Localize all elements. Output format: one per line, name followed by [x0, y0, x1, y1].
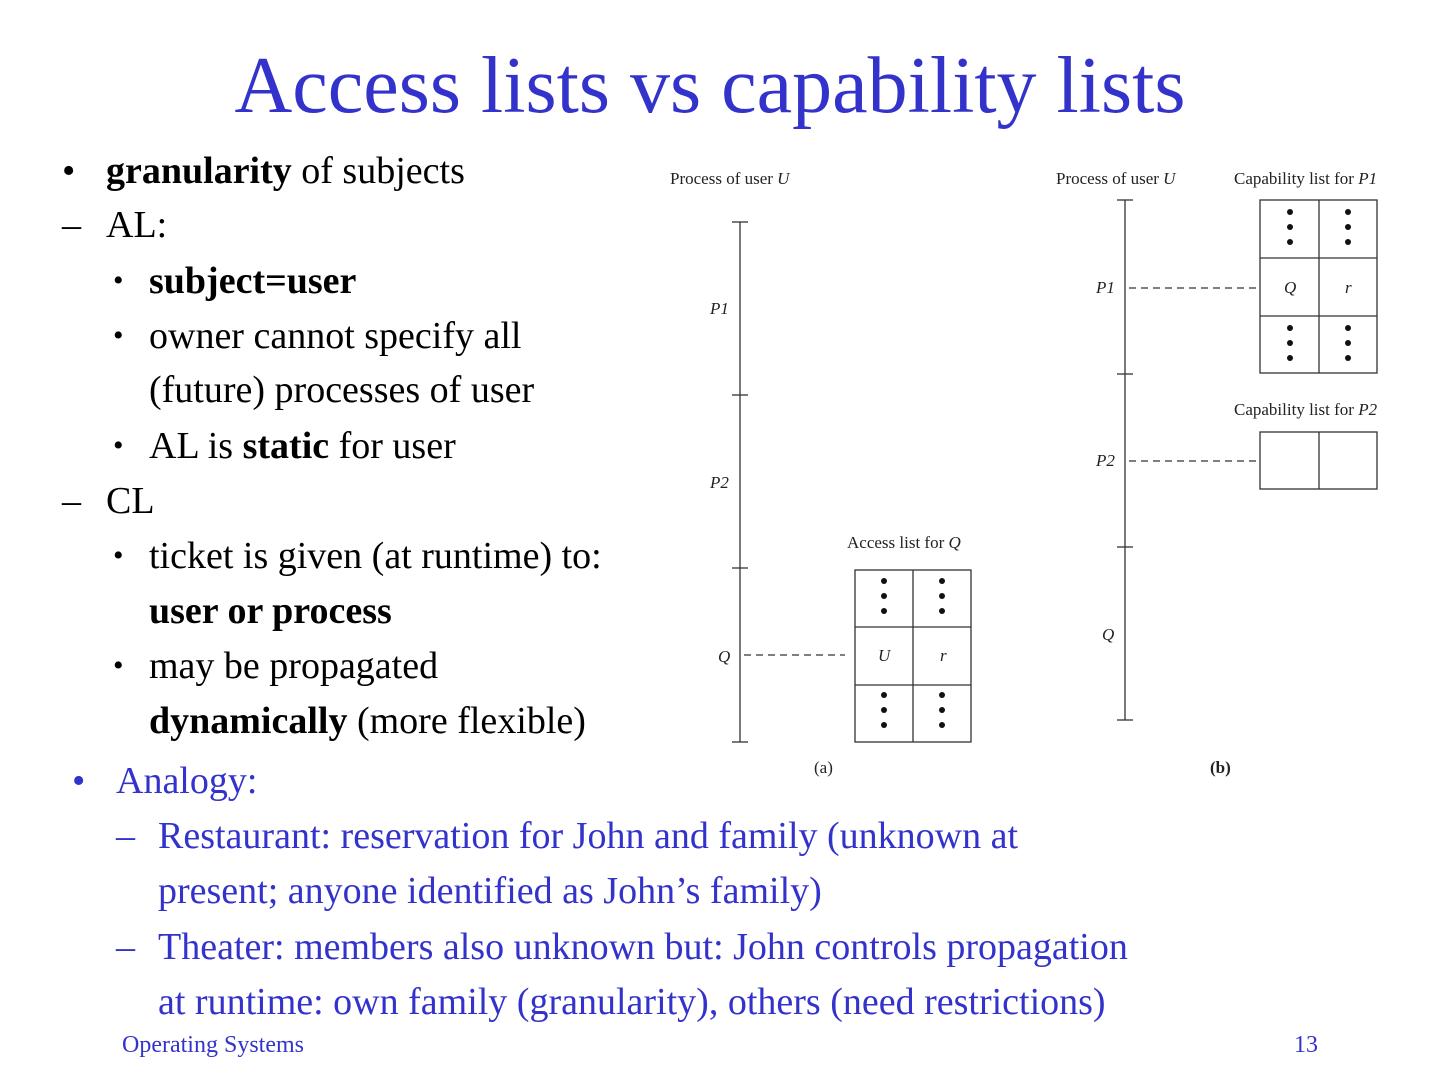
figure-a-list-title: Access list for Q: [847, 533, 961, 552]
bullet-icon: •: [62, 150, 76, 192]
bullet-icon: •: [113, 429, 124, 462]
al-static-bold: static: [242, 425, 330, 467]
bullet-icon: •: [72, 760, 86, 802]
footer-course-name: Operating Systems: [122, 1032, 304, 1058]
bullet-icon: •: [113, 539, 124, 572]
dash-icon: –: [116, 926, 135, 968]
figure-b-q-label: Q: [1102, 625, 1115, 644]
analogy-theater-line1: Theater: members also unknown but: John controls propagation: [158, 926, 1128, 968]
granularity-rest: of subjects: [291, 150, 465, 192]
figure-a-p2-label: P2: [710, 473, 729, 492]
list-item-cl: CL: [106, 480, 155, 522]
al-static-pre: AL is: [149, 425, 243, 467]
figure-b-row-right: r: [1345, 278, 1352, 297]
list-item-al: AL:: [106, 204, 168, 246]
cl-ticket-bold: user or process: [149, 590, 392, 632]
al-static-post: for user: [329, 425, 456, 467]
analogy-heading: Analogy:: [116, 760, 258, 802]
figure-a-row-right: r: [940, 646, 947, 665]
cl-prop-rest: (more flexible): [347, 700, 586, 742]
figure-b-cap2-title: Capability list for P2: [1234, 400, 1378, 419]
figure-b-p1-label: P1: [1096, 278, 1115, 297]
list-item-al-subject: [149, 258, 356, 304]
figure-b-process-label: Process of user U: [1056, 169, 1176, 188]
slide-title: Access lists vs capability lists: [234, 42, 1186, 130]
figure-a-q-label: Q: [718, 647, 731, 666]
figure-a-p1-label: P1: [710, 299, 729, 318]
list-item-cl-ticket-line1: ticket is given (at runtime) to:: [149, 535, 602, 577]
analogy-restaurant-line1: Restaurant: reservation for John and family (unknown at: [158, 815, 1019, 857]
bullet-icon: •: [113, 319, 124, 352]
analogy-theater-line2: at runtime: own family (granularity), others (need restrictions): [158, 981, 1106, 1023]
list-item-cl-prop-line1: may be propagated: [149, 645, 439, 687]
figure-a-process-label: Process of user U: [670, 169, 790, 188]
list-item-al-owner-line2: (future) processes of user: [149, 369, 535, 411]
ellipsis-dots: [881, 209, 1351, 728]
dash-icon: –: [62, 204, 81, 246]
list-item-cl-ticket-line2: [149, 588, 392, 634]
acl-vs-capability-figure: [640, 160, 1420, 790]
figure-b-row-object: Q: [1284, 278, 1297, 297]
figure-b-cap1-title: Capability list for P1: [1234, 169, 1378, 188]
figure-a-row-subject: U: [878, 646, 891, 665]
footer-page-number: 13: [1294, 1032, 1318, 1058]
figure-b-p2-label: P2: [1096, 451, 1115, 470]
al-subject-bold: subject=user: [149, 260, 357, 302]
figure-a-caption: (a): [814, 758, 833, 777]
bullet-icon: •: [113, 264, 124, 297]
list-item-granularity: [106, 148, 465, 194]
figure-drawing: [640, 160, 1420, 790]
dash-icon: –: [62, 480, 81, 522]
granularity-bold: granularity: [106, 150, 292, 192]
left-bullet-list: [0, 0, 720, 760]
list-item-al-owner-line1: owner cannot specify all: [149, 315, 522, 357]
list-item-al-static: [149, 423, 456, 469]
cl-prop-bold: dynamically: [149, 700, 348, 742]
analogy-restaurant-line2: present; anyone identified as John’s family): [158, 870, 822, 912]
dash-icon: –: [116, 815, 135, 857]
figure-b-caption: (b): [1210, 758, 1231, 777]
list-item-cl-prop-line2: [149, 698, 586, 744]
bullet-icon: •: [113, 649, 124, 682]
